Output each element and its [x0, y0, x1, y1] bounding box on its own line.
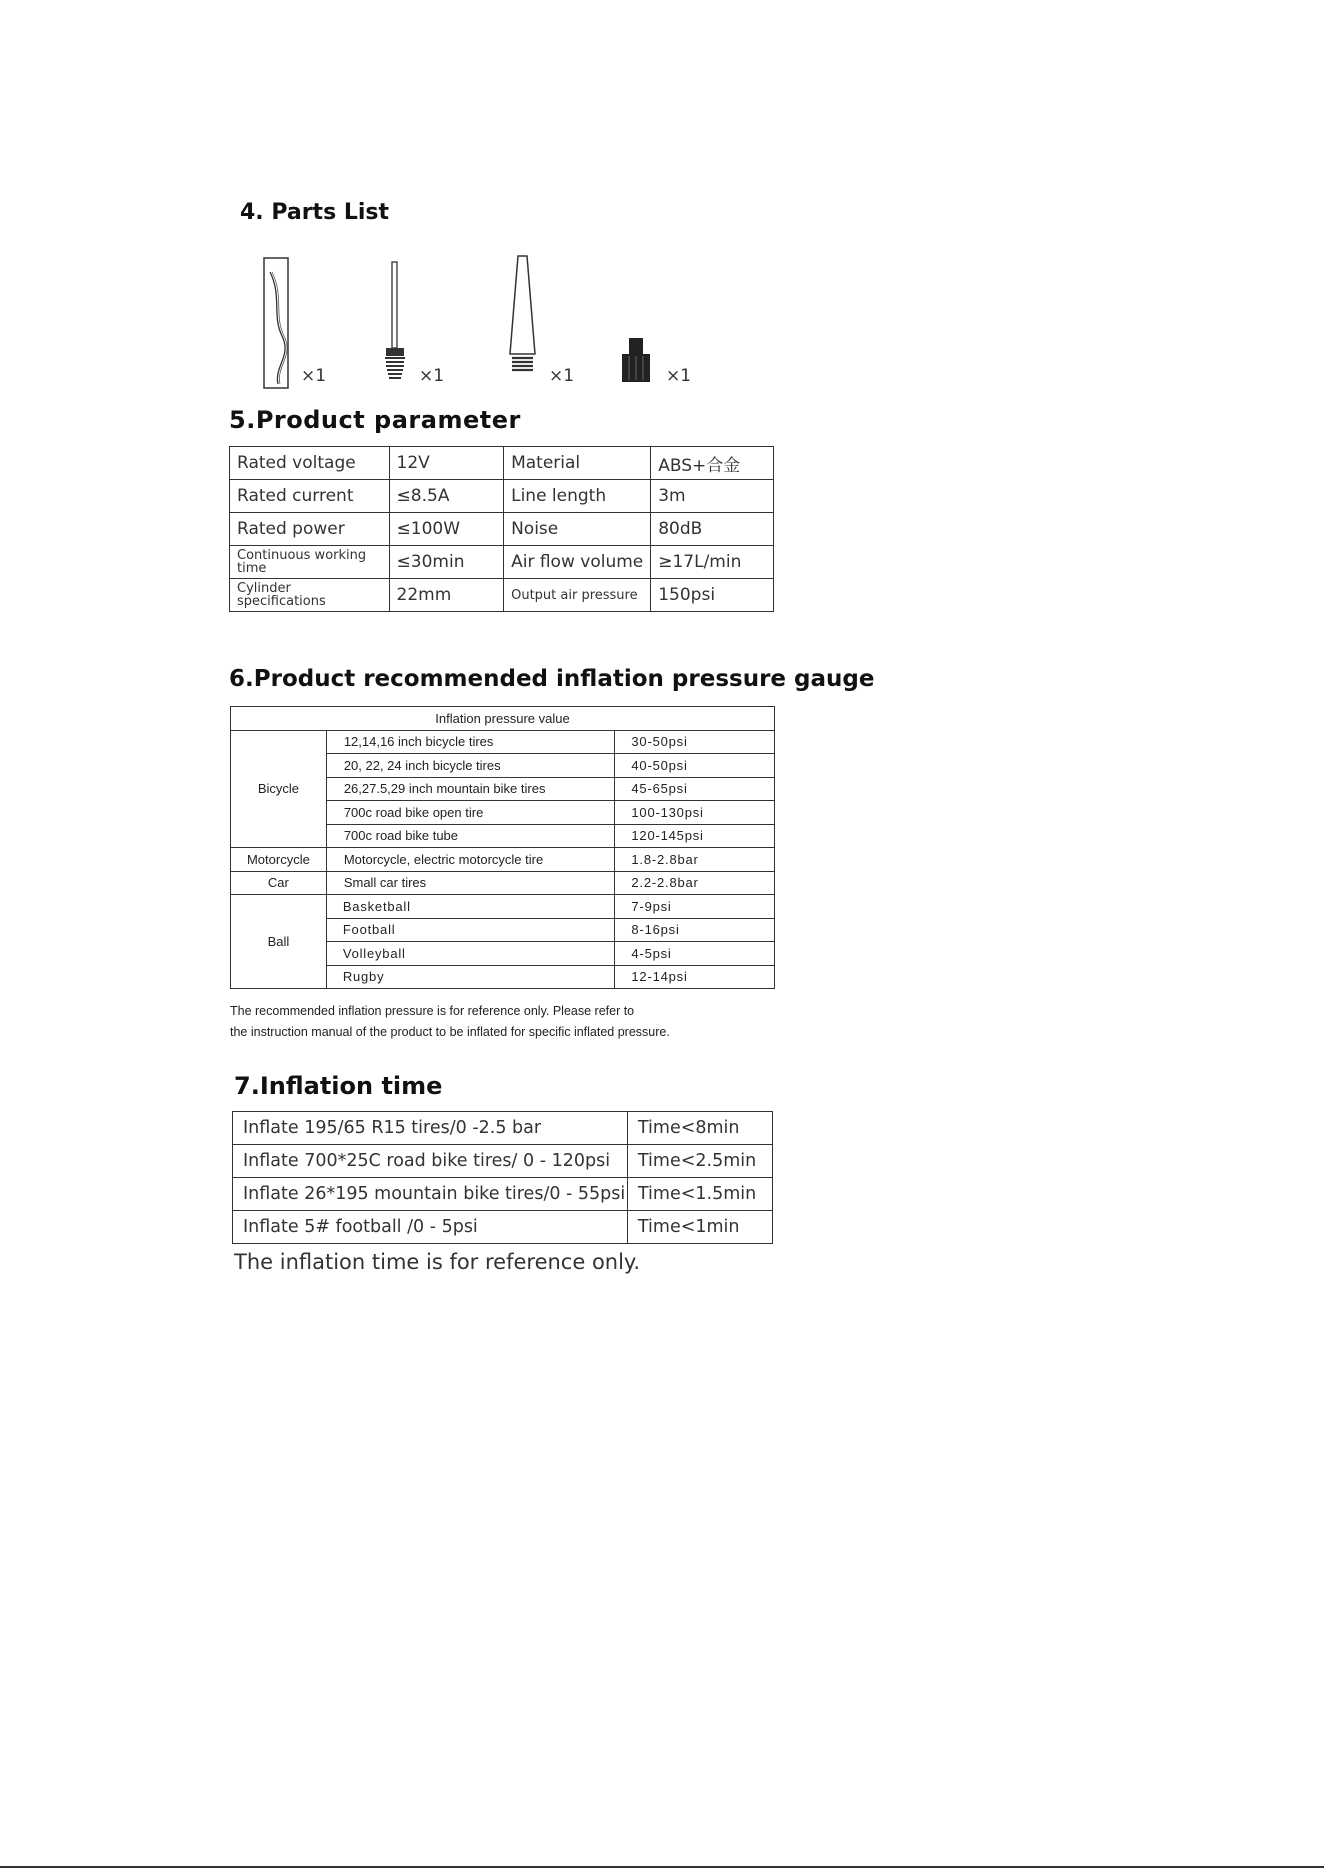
- item-cell: Volleyball: [326, 942, 615, 966]
- param-label: Air flow volume: [504, 546, 651, 579]
- param-value: 12V: [389, 447, 504, 480]
- part-quantity: ×1: [549, 366, 575, 386]
- table-row: [231, 895, 775, 919]
- part-quantity: ×1: [419, 366, 445, 386]
- value-cell: 1.8-2.8bar: [615, 848, 775, 872]
- value-cell: 100-130psi: [615, 801, 775, 825]
- time-cell: Time<1min: [627, 1211, 772, 1244]
- category-cell: Car: [231, 871, 327, 895]
- pressure-gauge-title: 6.Product recommended inflation pressure gauge: [229, 666, 875, 692]
- item-cell: 700c road bike tube: [326, 824, 615, 848]
- item-cell: Motorcycle, electric motorcycle tire: [326, 848, 615, 872]
- product-parameter-table: [229, 446, 774, 612]
- table-row: [230, 480, 774, 513]
- pressure-note-line-2: the instruction manual of the product to be inflated for specific inflated pressure.: [230, 1025, 670, 1039]
- value-cell: 120-145psi: [615, 824, 775, 848]
- table-row: [230, 447, 774, 480]
- param-value: 150psi: [651, 579, 774, 612]
- category-cell: Bicycle: [231, 730, 327, 848]
- time-cell: Time<2.5min: [627, 1145, 772, 1178]
- task-cell: Inflate 195/65 R15 tires/0 -2.5 bar: [233, 1112, 628, 1145]
- param-label: Rated power: [230, 513, 390, 546]
- param-label: Rated voltage: [230, 447, 390, 480]
- needle-adapter-icon: [380, 260, 410, 384]
- category-cell: Motorcycle: [231, 848, 327, 872]
- cone-nozzle-icon: [505, 254, 541, 384]
- part-quantity: ×1: [301, 366, 327, 386]
- item-cell: Small car tires: [326, 871, 615, 895]
- value-cell: 8-16psi: [615, 918, 775, 942]
- table-row: [233, 1178, 773, 1211]
- product-parameter-title: 5.Product parameter: [229, 406, 521, 434]
- table-row: [233, 1211, 773, 1244]
- param-value: ≥17L/min: [651, 546, 774, 579]
- param-label: Cylinder specifications: [230, 579, 390, 612]
- time-cell: Time<8min: [627, 1112, 772, 1145]
- table-row: [230, 579, 774, 612]
- pressure-note-line-1: The recommended inflation pressure is for reference only. Please refer to: [230, 1004, 635, 1018]
- param-value: 22mm: [389, 579, 504, 612]
- inflation-time-title: 7.Inflation time: [234, 1072, 443, 1100]
- value-cell: 4-5psi: [615, 942, 775, 966]
- category-cell: Ball: [231, 895, 327, 989]
- table-row: [233, 1145, 773, 1178]
- time-cell: Time<1.5min: [627, 1178, 772, 1211]
- item-cell: Rugby: [326, 965, 615, 989]
- value-cell: 2.2-2.8bar: [615, 871, 775, 895]
- table-row: [230, 546, 774, 579]
- param-label: Rated current: [230, 480, 390, 513]
- pressure-gauge-table: [230, 706, 775, 989]
- param-label: Output air pressure: [504, 579, 651, 612]
- value-cell: 40-50psi: [615, 754, 775, 778]
- value-cell: 12-14psi: [615, 965, 775, 989]
- extension-hose-icon: [262, 256, 292, 392]
- table-row: [231, 730, 775, 754]
- param-label: Continuous working time: [230, 546, 390, 579]
- part-quantity: ×1: [666, 366, 692, 386]
- valve-adapter-icon: [620, 336, 652, 386]
- table-row: [230, 513, 774, 546]
- param-value: ≤100W: [389, 513, 504, 546]
- item-cell: 20, 22, 24 inch bicycle tires: [326, 754, 615, 778]
- param-label: Noise: [504, 513, 651, 546]
- item-cell: Football: [326, 918, 615, 942]
- param-label: Line length: [504, 480, 651, 513]
- table-header-row: [231, 707, 775, 731]
- param-value: ABS+合金: [651, 447, 774, 480]
- parts-list-title: 4. Parts List: [240, 200, 389, 225]
- table-header: Inflation pressure value: [231, 707, 775, 731]
- item-cell: Basketball: [326, 895, 615, 919]
- inflation-time-note: The inflation time is for reference only.: [234, 1250, 641, 1274]
- param-label: Material: [504, 447, 651, 480]
- param-value: 80dB: [651, 513, 774, 546]
- item-cell: 26,27.5,29 inch mountain bike tires: [326, 777, 615, 801]
- param-value: 3m: [651, 480, 774, 513]
- value-cell: 30-50psi: [615, 730, 775, 754]
- task-cell: Inflate 5# football /0 - 5psi: [233, 1211, 628, 1244]
- value-cell: 45-65psi: [615, 777, 775, 801]
- item-cell: 700c road bike open tire: [326, 801, 615, 825]
- item-cell: 12,14,16 inch bicycle tires: [326, 730, 615, 754]
- inflation-time-table: [232, 1111, 773, 1244]
- value-cell: 7-9psi: [615, 895, 775, 919]
- task-cell: Inflate 700*25C road bike tires/ 0 - 120psi: [233, 1145, 628, 1178]
- param-value: ≤8.5A: [389, 480, 504, 513]
- task-cell: Inflate 26*195 mountain bike tires/0 - 55psi: [233, 1178, 628, 1211]
- param-value: ≤30min: [389, 546, 504, 579]
- table-row: [231, 871, 775, 895]
- table-row: [233, 1112, 773, 1145]
- page-bottom-border: [0, 1866, 1324, 1868]
- table-row: [231, 848, 775, 872]
